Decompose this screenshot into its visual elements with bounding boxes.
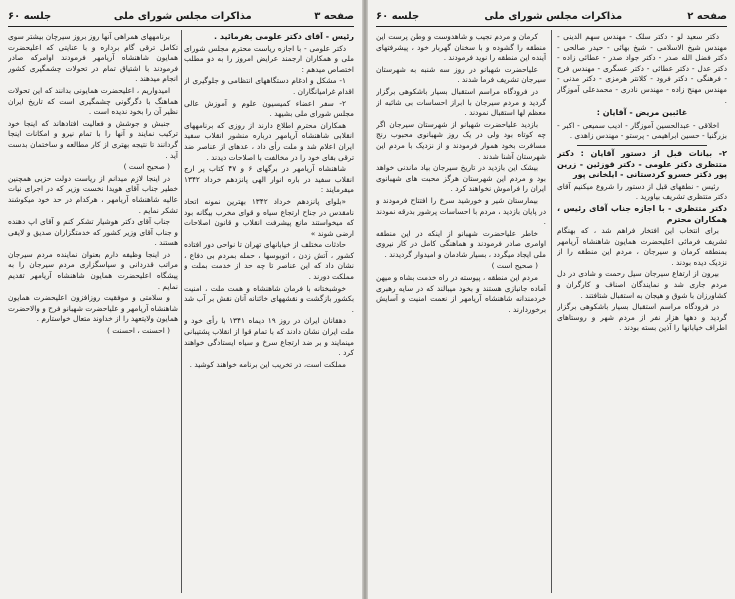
left-page-title: مذاکرات مجلس شورای ملی	[113, 10, 252, 22]
paragraph: دهقانان ایران در روز ۱۹ دیماه ۱۳۴۱ با رأی خود و ملت ایران نشان دادند که با تمام قوا از انقلاب پشتیبانی مینمایند و بر ضد ارتجاع سرخ و سیاه ایستادگی خواهند کرد .	[184, 316, 354, 358]
speaker-line: ۲- بیانات قبل از دستور آقایان : دکتر متتظری دکتر علومی - دکتر قوزئین - زرین پور دکتر خسرو کردستانی - ایلخانی پور	[557, 148, 727, 180]
left-page-session: جلسه ۶۰	[8, 10, 52, 22]
paragraph: کرمان و مردم نجیب و شاهدوست و وطن پرست این منطقه را گشوده و با سخنان گهربار خود ، پیشرفتهای آینده این منطقه را نوید فرمودند .	[376, 32, 546, 63]
right-page	[368, 0, 735, 599]
paragraph: در فرودگاه مراسم استقبال بسیار باشکوهی برگزار گردید و مردم سیرجان با ابراز احساسات بی شائبه از معظم لها استقبال نمودند .	[376, 86, 546, 118]
paragraph: بازدید علیاحضرت شهبانو از شهرستان سیرجان اگر چه کوتاه بود ولی در یک روز شهبانوی محبوب رنج مسافرت بخود هموار فرمودند و از نزدیک با مردم این شهرستان آشنا شدند .	[376, 119, 546, 161]
paragraph: «بلوای پانزدهم خرداد ۱۳۴۲ بهترین نمونه اتحاد نامقدس در جناح ارتجاع سیاه و قوای مخرب بیگانه بود که میخواستند مانع پیشرفت انقلاب و قانون اصلاحات ارضی شوند »	[184, 196, 354, 238]
paragraph: جناب آقای دکتر هوشیار تشکر کنم و آقای اپ دهنده و جناب آقای وزیر کشور که خدمتگزاران صدیق و لایقی هستند .	[8, 217, 178, 248]
paragraph: اخلاقی - عبدالحسین آموزگار - ادیب سمیعی - اکبر - بزرگنیا - حسین ابراهیمی - پرستو - مهندس زاهدی .	[557, 120, 727, 141]
paragraph: خوشبختانه با فرمان شاهنشاه و همت ملت ، امنیت بکشور بازگشت و نقشههای خائنانه آنان نقش بر آب شد .	[184, 283, 354, 314]
left-column-right	[184, 32, 354, 595]
right-column-right	[557, 32, 727, 595]
column-divider	[551, 30, 552, 593]
paragraph: خاطر علیاحضرت شهبانو از اینکه در این منطقه اوامری صادر فرمودند و هماهنگی کامل در کار نیروی ملی ایجاد میگردد ، بسیار شادمان و امیدوار گردیدند .	[376, 228, 546, 259]
right-column-left	[376, 32, 546, 595]
paragraph: حادثات مختلف از خیابانهای تهران تا نواحی دور افتاده کشور ، آتش زدن ، اتوبوسها ، حمله بمردم بی دفاع ، نشان داد که این عناصر تا چه حد از خدمت بملت و مملکت دورند .	[184, 240, 354, 282]
paragraph: در اینجا وظیفه دارم بعنوان نماینده مردم سیرجان مراتب قدردانی و سپاسگزاری مردم سیرجان را به پیشگاه اعلیحضرت همایون شاهنشاه آریامهر تقدیم نمایم .	[8, 249, 178, 291]
paragraph: امیدواریم ، اعلیحضرت همایونی بدانند که این تحولات هماهنگ با دگرگونی چشمگیری است که تاریخ ایران نظیر آن را بخود ندیده است .	[8, 85, 178, 117]
left-page	[0, 0, 362, 599]
paragraph: بیرون از ارتفاع سیرجان سیل رحمت و شادی در دل مردم جاری شد و نمایندگان اصناف و کارگران و کشاورزان با شوق و هیجان به استقبال شتافتند .	[557, 269, 727, 300]
paragraph: ( صحیح است )	[491, 261, 538, 271]
paragraph: همکاران محترم اطلاع دارند از روزی که برنامههای انقلابی شاهنشاه آریامهر درباره منشور انقلاب سفید ایران اعلام شد و ملت رأی داد ، عدهای از عناصر ضد ترقی بقای خود را در مخالفت با اصلاحات دیدند .	[184, 120, 354, 162]
paragraph: رئیس - نطقهای قبل از دستور را شروع میکنیم آقای دکتر متتظری تشریف بیاورید .	[557, 181, 727, 202]
paragraph: در اینجا لازم میدانم از ریاست دولت حزبی همچنین خطیر جناب آقای هویدا نخست وزیر که در اجرای نیات عالیه شاهنشاه آریامهر ، هرکدام در حد خود میکوشند تشکر نمایم .	[8, 173, 178, 215]
paragraph: مملکت است، در تخریب این برنامه خواهند کوشید .	[189, 359, 346, 369]
section-rule	[577, 145, 707, 146]
paragraph: شاهنشاه آریامهر در برگهای ۶ و ۴۷ کتاب پر ارج انقلاب سفید در باره انوار الهی پانزدهم خرداد ۱۳۴۲ میفرمایند :	[184, 164, 354, 195]
paragraph: دکتر سعید لو - دکتر سلک - مهندس سهم الدینی - مهندس شیخ الاسلامی - شیخ بهائی - حیدر صالحی - دکتر فضل الله صدر - دکتر جواد صدر - عطائی زاده - دکتر عدل - دکتر عطائی - دکتر عسگری - مهندس فرح - فرهنگی - دکتر فرود - کلانتر هرمزی - دکتر مدنی - مهندس مهنج زاده - مهندس نادری - محمدعلی آموزگار .	[557, 32, 727, 105]
paragraph: ( صحیح است )	[123, 162, 170, 172]
paragraph: ۱- مشکل و ادغام دستگاههای انتظامی و جلوگیری از اقدام غرامیانگاران .	[184, 76, 354, 96]
left-column-left	[8, 32, 178, 595]
speaker-line: رئیس - آقای دکتر علومی بفرمائید .	[214, 32, 354, 41]
paragraph: جنبش و جوشش و فعالیت افتادهاند که اینجا خود ترکیب نمایند و آنها را با تمام نیرو و امکانات اینجا گردانند تا نتیجه بهتری از کار مطالعه و ساختمان بدست آید .	[8, 118, 178, 160]
column-divider	[181, 30, 182, 593]
paragraph: مردم این منطقه ، پیوسته در راه خدمت بشاه و میهن آماده جانبازی هستند و بخود میبالند که در سایه رهبری خردمندانه شاهنشاه آریامهر از نعمت امنیت و آسایش برخوردارند .	[376, 273, 546, 314]
paragraph: ( احسنت ، احسنت )	[107, 326, 170, 336]
paragraph: برای انتخاب این افتخار فراهم شد ، که بهنگام تشریف فرمائی اعلیحضرت همایون شاهنشاه آریامهر بمنطقه کرمان و سیرجان ، مردم این منطقه را از نزدیک دیده بودند .	[557, 226, 727, 267]
right-page-title: مذاکرات مجلس شورای ملی	[484, 10, 623, 22]
right-page-session: جلسه ۶۰	[376, 10, 420, 22]
paragraph: و سلامتی و موفقیت روزافزون اعلیحضرت همایون شاهنشاه آریامهر و علیاحضرت شهبانو فرح و والاحضرت همایون ولایتعهد را از خداوند متعال خواستارم .	[8, 293, 178, 324]
paragraph: دکتر علومی - با اجازه ریاست محترم مجلس شورای ملی و همکاران ارجمند عرایض امروز را به دو مطلب اختصاص میدهم :	[184, 43, 354, 74]
paragraph: علیاحضرت شهبانو در روز سه شنبه به شهرستان سیرجان تشریف فرما شدند .	[376, 64, 546, 85]
left-page-number: صفحه ۳	[314, 10, 354, 22]
right-page-number: صفحه ۲	[687, 10, 727, 22]
right-page-header	[376, 6, 727, 27]
left-page-header	[8, 6, 354, 27]
paragraph: بیمارستان شیر و خورشید سرخ را افتتاح فرمودند و در پایان بازدید ، مردم با احساسات پرشور بدرقه نمودند .	[376, 195, 546, 227]
paragraph: بیشک این بازدید در تاریخ سیرجان بیاد ماندنی خواهد بود و مردم این شهرستان هرگز محبت های شهبانوی ایران را فراموش نخواهند کرد .	[376, 163, 546, 194]
speaker-line: دکتر متتظری - با اجازه جناب آقای رئیس ، همکاران محترم	[557, 203, 727, 224]
paragraph: ۲- سفر اعضاء کمیسیون علوم و آموزش عالی مجلس شورای ملی بشیهد .	[184, 98, 354, 119]
paragraph: در فرودگاه مراسم استقبال بسیار باشکوهی برگزار گردید و دهها هزار نفر از مردم شهر و روستاهای اطراف خیابانها را آذین بسته بودند .	[557, 302, 727, 333]
section-heading: غائبین مریض - آقایان :	[596, 108, 688, 118]
paragraph: برنامههای همراهی آنها روز بروز سیرچان بیشتر سوی تکامل ترقی گام برداره و با عنایتی که اعلیحضرت همایون شاهنشاه آریامهر فرمودند اوامرکه صادر فرمودند با اشتیاق تمام در تحولات چشمگیری کشور انجام میدهند .	[8, 32, 178, 84]
